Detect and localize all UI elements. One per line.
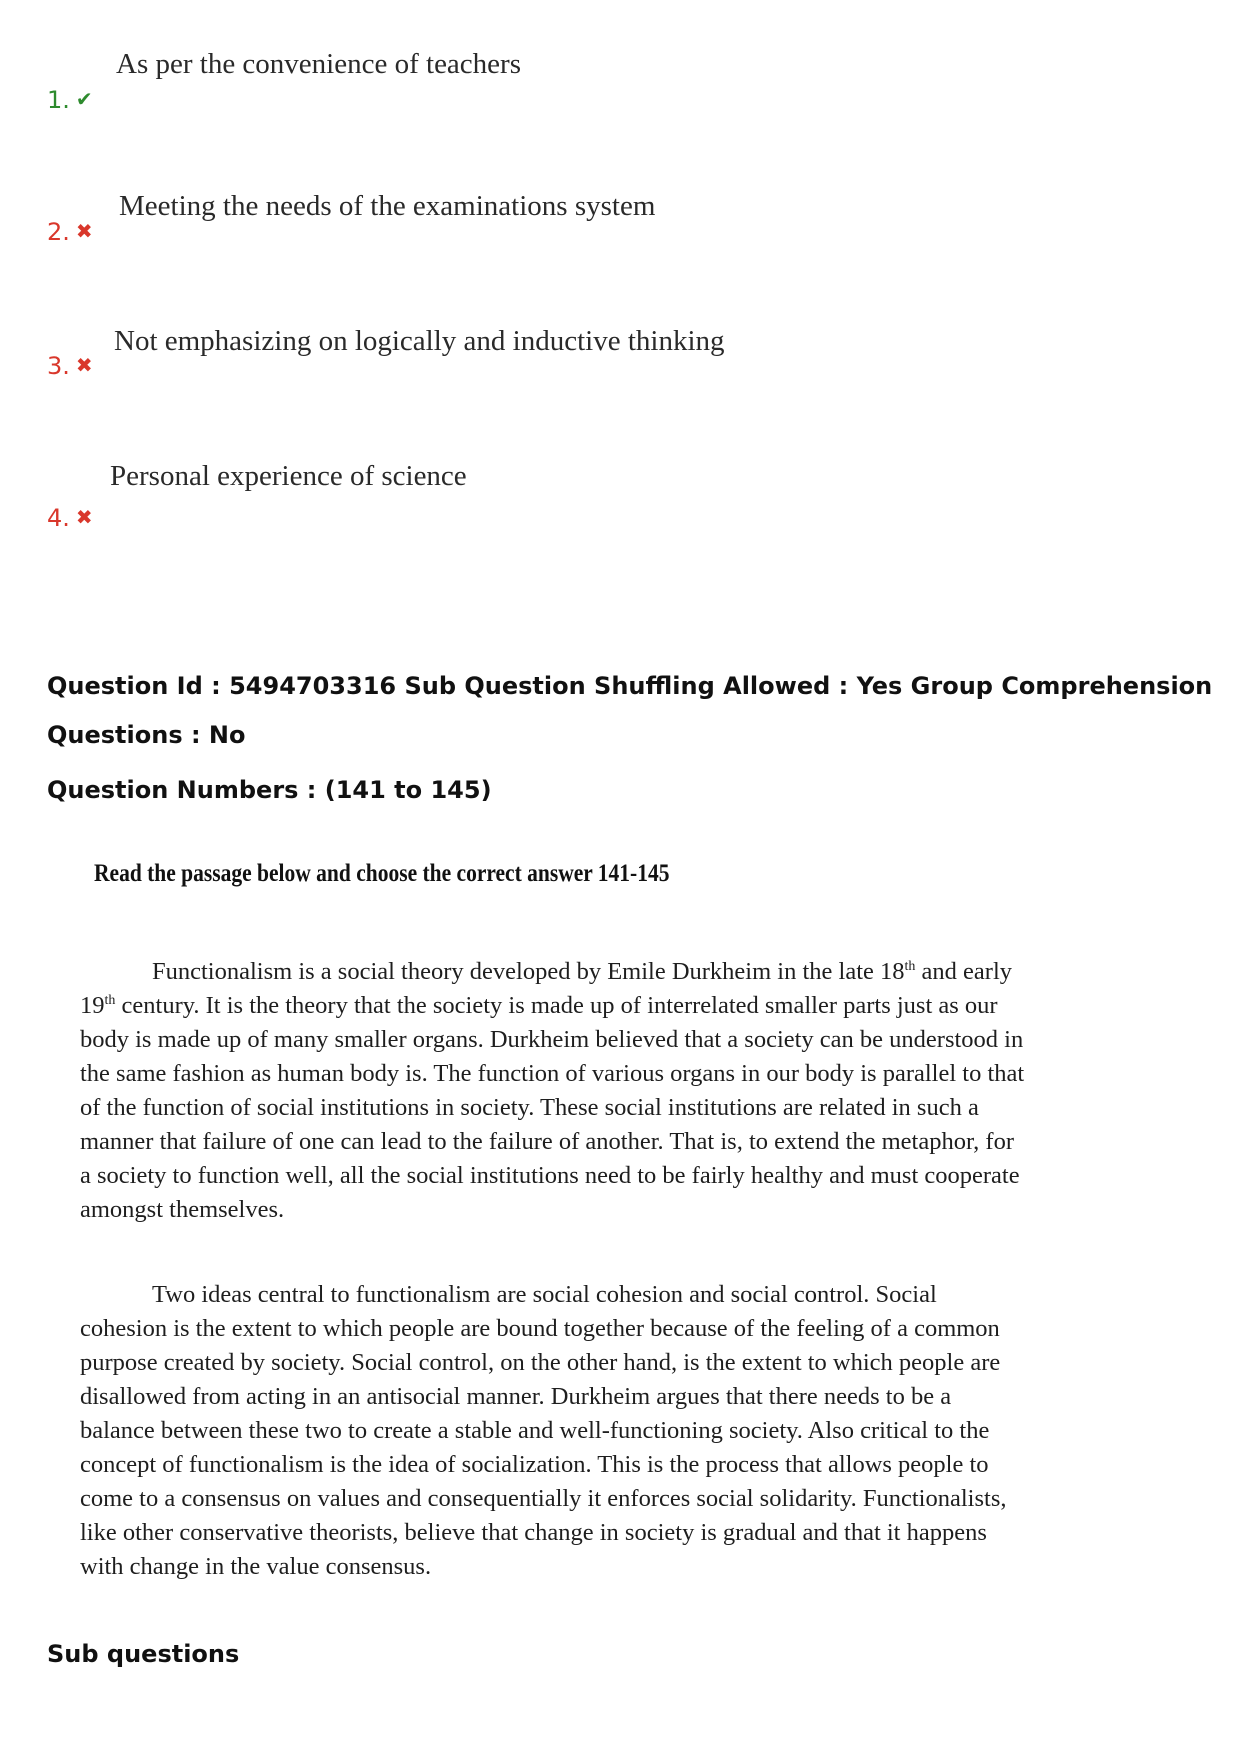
option-3-text: Not emphasizing on logically and inductive thinking [114,325,725,357]
option-3-number: 3. ✖ [47,352,93,380]
passage-line: a society to function well, all the social institutions need to be fairly healthy and must cooperate [80,1162,1020,1189]
passage-line: cohesion is the extent to which people are bound together because of the feeling of a common [80,1315,1000,1342]
passage-line: purpose created by society. Social control, on the other hand, is the extent to which people are [80,1349,1001,1376]
option-2-number: 2. ✖ [47,218,93,246]
passage-line: amongst themselves. [80,1196,285,1223]
passage-line: Functionalism is a social theory developed by Emile Durkheim in the late 18th and early [152,958,1013,985]
passage-line: balance between these two to create a stable and well-functioning society. Also critical to the [80,1417,990,1444]
passage-line: manner that failure of one can lead to the failure of another. That is, to extend the metaphor, for [80,1128,1014,1155]
option-2-text: Meeting the needs of the examinations system [119,190,656,222]
sub-questions-heading: Sub questions [47,1640,240,1668]
option-1-text: As per the convenience of teachers [116,48,521,80]
passage-line: with change in the value consensus. [80,1553,432,1580]
question-numbers-line: Question Numbers : (141 to 145) [47,776,492,804]
cross-icon: ✖ [75,219,93,243]
passage-line: like other conservative theorists, believe that change in society is gradual and that it happens [80,1519,987,1546]
check-icon: ✔ [75,87,93,111]
question-id-line: Question Id : 5494703316 Sub Question Shuffling Allowed : Yes Group Comprehension [47,672,1213,700]
option-4-number: 4. ✖ [47,504,93,532]
passage-line: concept of functionalism is the idea of socialization. This is the process that allows people to [80,1451,989,1478]
cross-icon: ✖ [75,505,93,529]
passage-line: 19th century. It is the theory that the society is made up of interrelated smaller parts just as our [80,992,998,1019]
passage-line: come to a consensus on values and consequentially it enforces social solidarity. Functionalists, [80,1485,1007,1512]
cross-icon: ✖ [75,353,93,377]
passage-line: disallowed from acting in an antisocial manner. Durkheim argues that there needs to be a [80,1383,952,1410]
option-1-number: 1. ✔ [47,86,93,114]
passage-line: the same fashion as human body is. The function of various organs in our body is parallel to that [80,1060,1025,1087]
option-4-text: Personal experience of science [110,460,467,492]
passage-heading: Read the passage below and choose the correct answer 141-145 [94,860,670,887]
group-questions-line: Questions : No [47,721,246,749]
passage-line: Two ideas central to functionalism are social cohesion and social control. Social [152,1281,937,1308]
passage-line: body is made up of many smaller organs. Durkheim believed that a society can be understood in [80,1026,1024,1053]
passage-line: of the function of social institutions in society. These social institutions are related in such a [80,1094,979,1121]
